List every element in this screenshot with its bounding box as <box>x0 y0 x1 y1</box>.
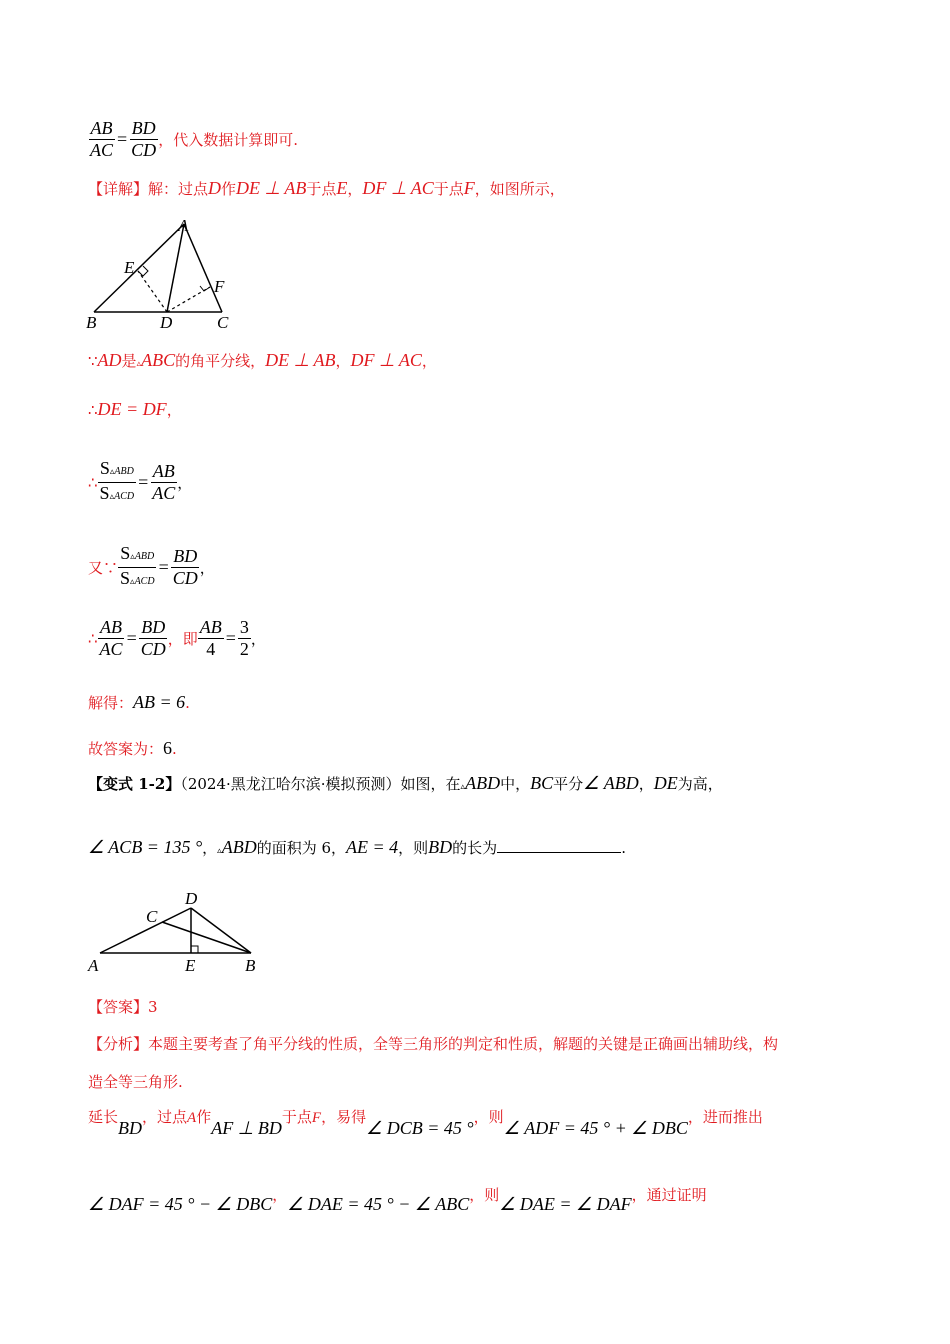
label-b: B <box>86 313 97 332</box>
label-d: D <box>185 889 198 908</box>
figure-triangle-abd <box>84 886 270 978</box>
label-e: E <box>185 956 196 975</box>
side-ab <box>94 224 184 312</box>
label-d: D <box>160 313 173 332</box>
right-angle-mark-f <box>200 286 210 291</box>
answer-line: 【答案】3 <box>88 998 158 1016</box>
line-solve: 解得：AB = 6. <box>88 692 190 712</box>
label-f: F <box>214 277 225 296</box>
fraction: $\frac{AB}{4}$ <box>199 617 222 659</box>
right-angle-mark-e <box>191 946 198 953</box>
figure-triangle-abc <box>84 214 244 336</box>
side-db <box>191 908 251 953</box>
bisector-bc <box>162 922 251 953</box>
variant-question-line2: ∠ ACB = 135 °，▵ABD的面积为 6，AE = 4，则BD的长为 . <box>88 837 626 857</box>
answer-blank[interactable] <box>497 838 621 853</box>
analysis-line1: 【分析】本题主要考查了角平分线的性质，全等三角形的判定和性质，解题的关键是正确画出辅助线，构 <box>88 1035 779 1053</box>
line-because: ∵AD是▵ABC的角平分线，DE ⊥ AB，DF ⊥ AC， <box>88 350 437 370</box>
line-answer-is: 故答案为：6. <box>88 738 177 758</box>
fraction: $\frac{AB}{AC}$ <box>152 461 176 503</box>
line-therefore-de-df: ∴DE = DF， <box>88 399 182 419</box>
method-line1: 延长BD，过点A作AF ⊥ BD于点F，易得∠ DCB = 45 °，则∠ ADF = 45 ° + ∠ DBC，进而推出 <box>88 1108 763 1138</box>
method-line2: ∠ DAF = 45 ° − ∠ DBC，∠ DAE = 45 ° − ∠ ABC，则∠ DAE = ∠ DAF，通过证明 <box>88 1186 707 1214</box>
detail-line: 【详解】解：过点D作DE ⊥ AB于点E，DF ⊥ AC于点F，如图所示， <box>88 178 565 198</box>
fraction: $\frac{3}{2}$ <box>239 617 249 659</box>
perpendicular-de <box>138 271 167 312</box>
line-also-because: 又∵ $\frac{\text{S▵ABD}}{\text{S▵ACD}}$ = $\frac{BD}{CD}$ ， <box>88 543 215 592</box>
fraction: $\frac{BD}{CD}$ <box>131 118 157 160</box>
line-area-ratio: ∴ $\frac{\text{S▵ABD}}{\text{S▵ACD}}$ = $\frac{AB}{AC}$ ， <box>88 458 192 507</box>
area-fraction: $\frac{\text{S▵ABD}}{\text{S▵ACD}}$ <box>120 543 155 588</box>
fraction: $\frac{AB}{AC}$ <box>99 617 123 659</box>
area-fraction: $\frac{\text{S▵ABD}}{\text{S▵ACD}}$ <box>99 458 135 503</box>
label-c: C <box>217 313 229 332</box>
label-b: B <box>245 956 256 975</box>
fraction: $\frac{BD}{CD}$ <box>172 546 198 588</box>
line-proportion: ∴ $\frac{AB}{AC}$ = $\frac{BD}{CD}$ ，即 $\frac{AB}{4}$ = $\frac{3}{2}$ ， <box>88 617 266 659</box>
variant-question-line1: 【变式 1-2】（2024·黑龙江哈尔滨·模拟预测）如图，在▵ABD中，BC平分∠ ABD，DE为高， <box>88 773 723 793</box>
label-e: E <box>124 258 135 277</box>
label-c: C <box>146 907 158 926</box>
top-line: $\frac{AB}{AC}$ = $\frac{BD}{CD}$ ，代入数据计算即可. <box>90 118 298 160</box>
analysis-line2: 造全等三角形. <box>88 1073 183 1091</box>
label-a: A <box>88 956 99 975</box>
fraction: $\frac{AB}{AC}$ <box>90 118 114 160</box>
fraction: $\frac{BD}{CD}$ <box>140 617 166 659</box>
label-a: A <box>178 216 189 235</box>
